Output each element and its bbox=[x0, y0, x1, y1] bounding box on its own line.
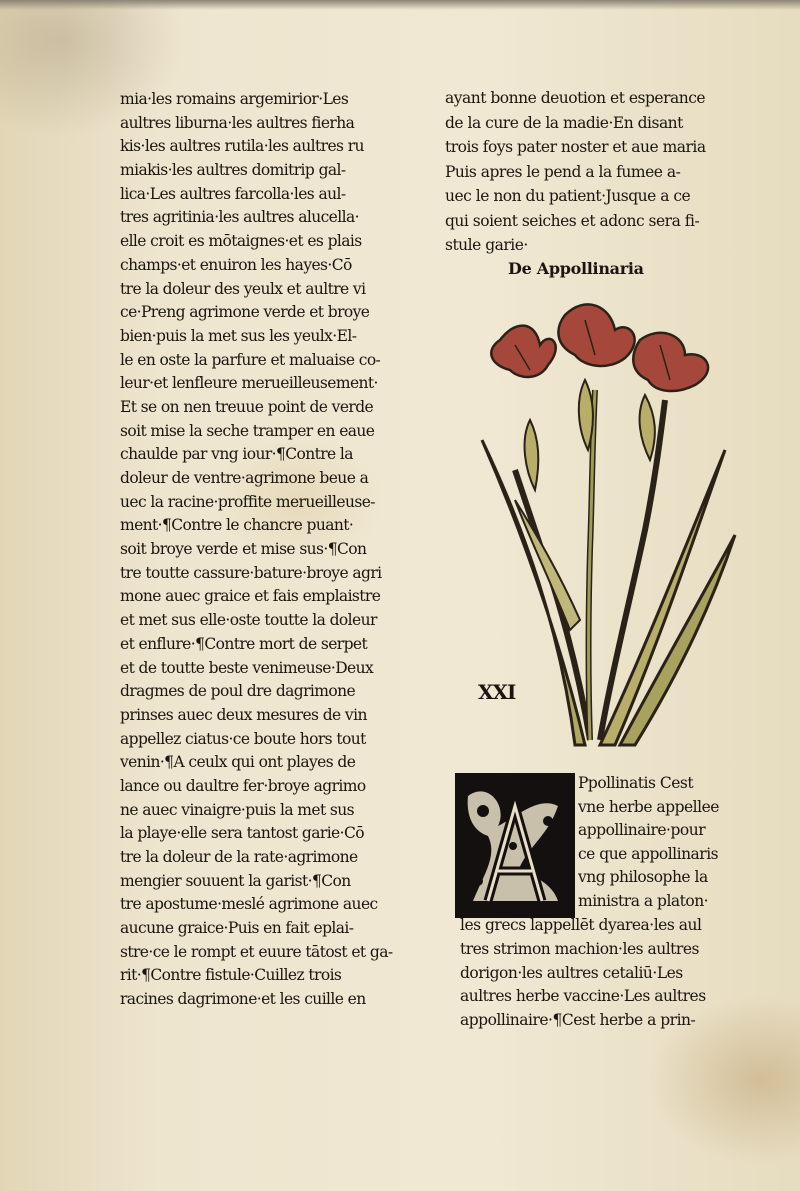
page-top-edge bbox=[0, 0, 800, 10]
text-line: Et se on nen treuue point de verde bbox=[120, 397, 374, 416]
text-line: rit·¶Contre fistule·Cuillez trois bbox=[120, 966, 342, 985]
text-line: venin·¶A ceulx qui ont playes de bbox=[120, 753, 356, 772]
text-line: tre la doleur de la rate·agrimone bbox=[120, 848, 358, 866]
text-line: ministra a platon· bbox=[578, 891, 709, 910]
text-line: mia·les romains argemirior·Les bbox=[120, 90, 349, 108]
text-line: vne herbe appellee bbox=[578, 797, 719, 816]
text-line: soit broye verde et mise sus·¶Con bbox=[120, 540, 367, 559]
text-line: ment·¶Contre le chancre puant· bbox=[120, 516, 354, 535]
text-line: tre apostume·meslé agrimone auec bbox=[120, 895, 378, 914]
text-line: elle croit es mōtaignes·et es plais bbox=[120, 232, 362, 251]
text-line: aucune graice·Puis en fait eplai- bbox=[120, 919, 354, 938]
text-line: lica·Les aultres farcolla·les aul- bbox=[120, 184, 346, 203]
text-line: ne auec vinaigre·puis la met sus bbox=[120, 800, 354, 819]
text-line: doleur de ventre·agrimone beue a bbox=[120, 469, 369, 487]
text-line: vng philosophe la bbox=[578, 868, 708, 887]
text-line: Puis apres le pend a la fumee a- bbox=[445, 162, 681, 181]
text-line: mone auec graice et fais emplaistre bbox=[120, 587, 381, 606]
text-line: le en oste la parfure et maluaise co- bbox=[120, 350, 381, 369]
text-line: stre·ce le rompt et euure tātost et ga- bbox=[120, 942, 393, 961]
text-line: les grecs lappellēt dyarea·les aul bbox=[460, 916, 702, 934]
text-line: prinses auec deux mesures de vin bbox=[120, 705, 367, 724]
text-line: lance ou daultre fer·broye agrimo bbox=[120, 776, 366, 795]
right-text-column-bottom bbox=[460, 914, 760, 1033]
text-line: mengier souuent la garist·¶Con bbox=[120, 871, 351, 890]
text-line: tres strimon machion·les aultres bbox=[460, 939, 699, 958]
text-line: racines dagrimone·et les cuille en bbox=[120, 990, 366, 1009]
text-line: Ppollinatis Cest bbox=[578, 774, 694, 792]
right-text-beside-initial bbox=[578, 772, 768, 914]
text-line: leur·et lenfleure merueilleusement· bbox=[120, 374, 378, 393]
text-line: de la cure de la madie·En disant bbox=[445, 113, 683, 132]
text-line: ayant bonne deuotion et esperance bbox=[445, 89, 706, 107]
text-line: stule garie· bbox=[445, 236, 528, 254]
text-line: aultres herbe vaccine·Les aultres bbox=[460, 987, 706, 1006]
text-line: uec le non du patient·Jusque a ce bbox=[445, 187, 691, 205]
text-line: tres agritinia·les aultres alucella· bbox=[120, 208, 359, 227]
text-line: bien·puis la met sus les yeulx·El- bbox=[120, 326, 357, 345]
figure-number: XXI bbox=[478, 680, 516, 704]
text-line: ce·Preng agrimone verde et broye bbox=[120, 303, 370, 322]
text-line: et de toutte beste venimeuse·Deux bbox=[120, 658, 374, 677]
text-line: tre la doleur des yeulx et aultre vi bbox=[120, 279, 366, 298]
text-line: aultres liburna·les aultres fierha bbox=[120, 113, 355, 132]
text-line: chaulde par vng iour·¶Contre la bbox=[120, 445, 353, 464]
text-line: kis·les aultres rutila·les aultres ru bbox=[120, 137, 364, 156]
chapter-heading: De Appollinaria bbox=[508, 259, 644, 278]
text-line: appollinaire·pour bbox=[578, 821, 706, 840]
text-line: appellez ciatus·ce boute hors tout bbox=[120, 729, 366, 748]
text-line: et enflure·¶Contre mort de serpet bbox=[120, 634, 368, 653]
text-line: la playe·elle sera tantost garie·Cō bbox=[120, 824, 364, 843]
text-line: qui soient seiches et adonc sera fi- bbox=[445, 211, 700, 230]
text-line: uec la racine·proffite merueilleuse- bbox=[120, 492, 375, 511]
text-line: champs·et enuiron les hayes·Cō bbox=[120, 255, 352, 274]
text-line: trois foys pater noster et aue maria bbox=[445, 138, 706, 156]
text-line: dragmes de poul dre dagrimone bbox=[120, 682, 356, 701]
text-line: et met sus elle·oste toutte la doleur bbox=[120, 611, 377, 630]
text-line: appollinaire·¶Cest herbe a prin- bbox=[460, 1011, 696, 1030]
text-line: ce que appollinaris bbox=[578, 844, 719, 863]
decorated-initial-letter bbox=[455, 773, 575, 918]
left-text-column bbox=[120, 88, 430, 1012]
text-line: dorigon·les aultres cetaliū·Les bbox=[460, 963, 683, 982]
right-text-column-top bbox=[445, 86, 745, 258]
text-line: miakis·les aultres domitrip gal- bbox=[120, 161, 346, 180]
drop-cap-art bbox=[458, 776, 572, 915]
text-line: tre toutte cassure·bature·broye agri bbox=[120, 563, 382, 582]
text-line: soit mise la seche tramper en eaue bbox=[120, 421, 375, 440]
